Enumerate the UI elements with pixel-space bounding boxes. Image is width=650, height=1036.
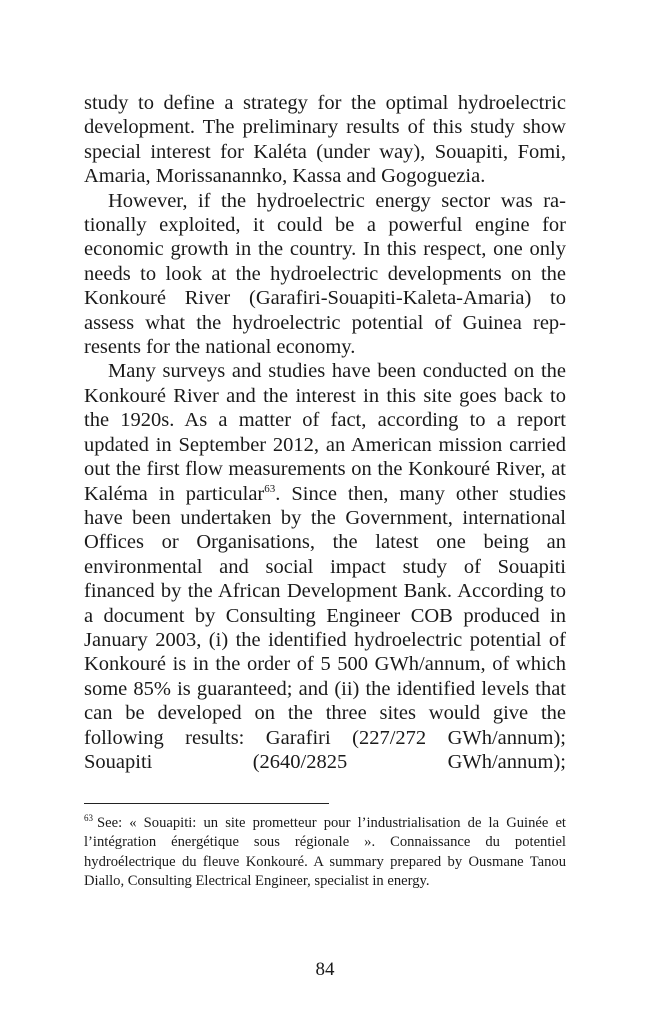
paragraph-3 — [84, 359, 566, 774]
main-text — [84, 91, 566, 774]
paragraph-1: study to define a strategy for the optimal hydroelectric development. The preliminary results of this study show special interest for Kaléta (under way), Souapiti, Fomi, Amaria, Morissanannko, Kassa and Gogoguezia. — [84, 92, 566, 188]
footnote-reference: 63 — [264, 482, 276, 495]
paragraph-3-text-a: Many surveys and studies have been conducted on the Konkouré River and the interest in this site goes back to the 1920s. As a matter of fact, according to a report updated in September 2012, an American mission carried out the first flow measurements on the Konkouré River, at Kaléma in particular — [84, 360, 566, 505]
page-number: 84 — [315, 959, 335, 980]
footnote-text: See: « Souapiti: un site prometteur pour l’industrialisation de la Guinée et l’intégration énergétique sous régionale ». Connaissance du potentiel hydroélectrique du fleuve Konkouré. A summary prepared by Ousmane Tanou Diallo, Consulting Electrical Engineer, specialist in energy. — [84, 815, 566, 890]
footnote — [84, 814, 566, 892]
paragraph-2: However, if the hydroelectric energy sector was rationally exploited, it could be a powerful engine for economic growth in the country. In this respect, one only needs to look at the hydroelectric developments on the Konkouré River (Garafiri-Souapiti-Kaleta-Amaria) to assess what the hydroelectric potential of Guinea represents for the national economy. — [84, 189, 566, 359]
paragraph-3-text-b: . Since then, many other studies have been undertaken by the Government, international Offices or Organisations, the latest one being an environmental and social impact study of Souapiti financed by the African Development Bank. According to a document by Consulting Engineer COB produced in January 2003, (i) the identified hydroelectric potential of Konkouré is in the order of 5 500 GWh/annum, of which some 85% is guaranteed; and (ii) the identified levels that can be developed on the three sites would give the following results: Garafiri (227/272 GWh/annum); Souapiti (2640/2825 GWh/annum); — [84, 482, 566, 773]
footnote-separator — [84, 803, 329, 804]
footnote-number: 63 — [84, 813, 93, 824]
